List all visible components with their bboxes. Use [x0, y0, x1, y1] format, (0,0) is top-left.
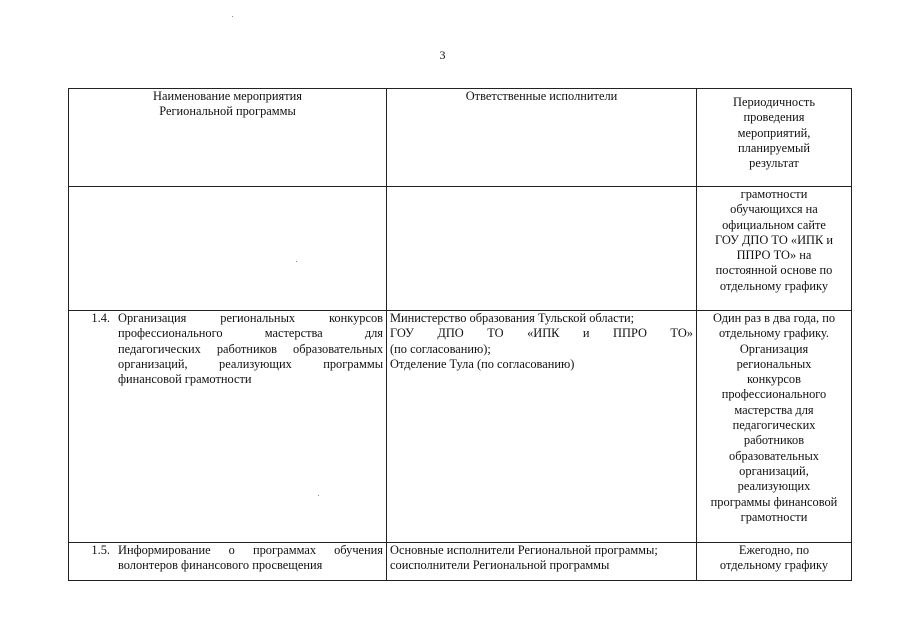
period-line: ГОУ ДПО ТО «ИПК и: [715, 232, 833, 247]
period-line: отдельному графику: [719, 278, 829, 293]
period-line: ППРО ТО» на: [736, 248, 812, 263]
continuation-name-cell: [69, 187, 387, 311]
period-line: организаций,: [739, 463, 809, 478]
header-name-line: Наименование мероприятия: [153, 89, 302, 103]
period-line: педагогических: [732, 418, 816, 433]
activity-name-line: профессионального мастерства для: [118, 326, 384, 341]
period-line: грамотности: [740, 187, 808, 201]
activity-number: 1.5.: [91, 543, 110, 557]
activity-name-cell: [69, 311, 387, 543]
period-line: обучающихся на: [730, 202, 818, 217]
responsible-line: ГОУ ДПО ТО «ИПК и ППРО ТО»: [390, 326, 693, 341]
activity-name-line: организаций, реализующих программы: [118, 356, 384, 371]
period-line: отдельному графику.: [719, 326, 829, 341]
header-period-line: планируемый: [738, 140, 810, 155]
period-line: реализующих: [737, 479, 811, 494]
header-period-line: результат: [749, 156, 799, 171]
activity-number: 1.4.: [91, 311, 110, 325]
period-cell: [696, 543, 851, 581]
table-row-continuation: [69, 187, 852, 311]
period-line: работников: [743, 433, 805, 448]
responsible-cell: [387, 311, 697, 543]
activity-name-cell: [69, 543, 387, 581]
header-period-cell: [696, 89, 851, 187]
responsible-line: Министерство образования Тульской области;: [390, 311, 635, 325]
table-row: [69, 311, 852, 543]
period-line: официальном сайте: [722, 217, 826, 232]
program-table: [68, 88, 852, 581]
page-number: 3: [439, 48, 446, 62]
activity-name-line: Информирование о программах обучения: [118, 543, 384, 557]
responsible-cell: [387, 543, 697, 581]
period-cell: [696, 311, 851, 543]
header-name-line: Региональной программы: [159, 104, 296, 119]
period-line: профессионального: [721, 387, 827, 402]
period-line: мастерства для: [734, 402, 814, 417]
period-line: Один раз в два года, по: [712, 311, 836, 325]
activity-name-line: финансовой грамотности: [118, 372, 252, 387]
header-period-line: мероприятий,: [737, 125, 811, 140]
period-line: программы финансовой: [710, 494, 838, 509]
responsible-line: Отделение Тула (по согласованию): [390, 356, 575, 371]
header-period-line: Периодичность: [733, 95, 815, 109]
period-line: образовательных: [729, 448, 819, 463]
period-line: постоянной основе по: [715, 263, 833, 278]
responsible-line: (по согласованию);: [390, 341, 491, 356]
header-responsible: Ответственные исполнители: [465, 89, 618, 103]
period-line: Организация: [739, 341, 809, 356]
period-line: конкурсов: [746, 372, 801, 387]
responsible-line: Основные исполнители Региональной программы;: [390, 543, 658, 557]
period-line: региональных: [736, 356, 812, 371]
period-line: грамотности: [740, 509, 808, 524]
responsible-line: соисполнители Региональной программы: [390, 558, 610, 573]
activity-name-line: Организация региональных конкурсов: [118, 311, 384, 325]
continuation-period-cell: [696, 187, 851, 311]
period-line: Ежегодно, по: [738, 543, 810, 557]
activity-name-line: волонтеров финансового просвещения: [118, 558, 323, 573]
header-period-line: проведения: [743, 110, 805, 125]
continuation-responsible-cell: [387, 187, 697, 311]
header-responsible-cell: [387, 89, 697, 187]
header-name-cell: [69, 89, 387, 187]
period-line: отдельному графику: [719, 558, 829, 573]
scan-speck: [232, 16, 233, 17]
activity-name-line: педагогических работников образовательных: [118, 341, 384, 356]
table-header-row: [69, 89, 852, 187]
table-row: [69, 543, 852, 581]
